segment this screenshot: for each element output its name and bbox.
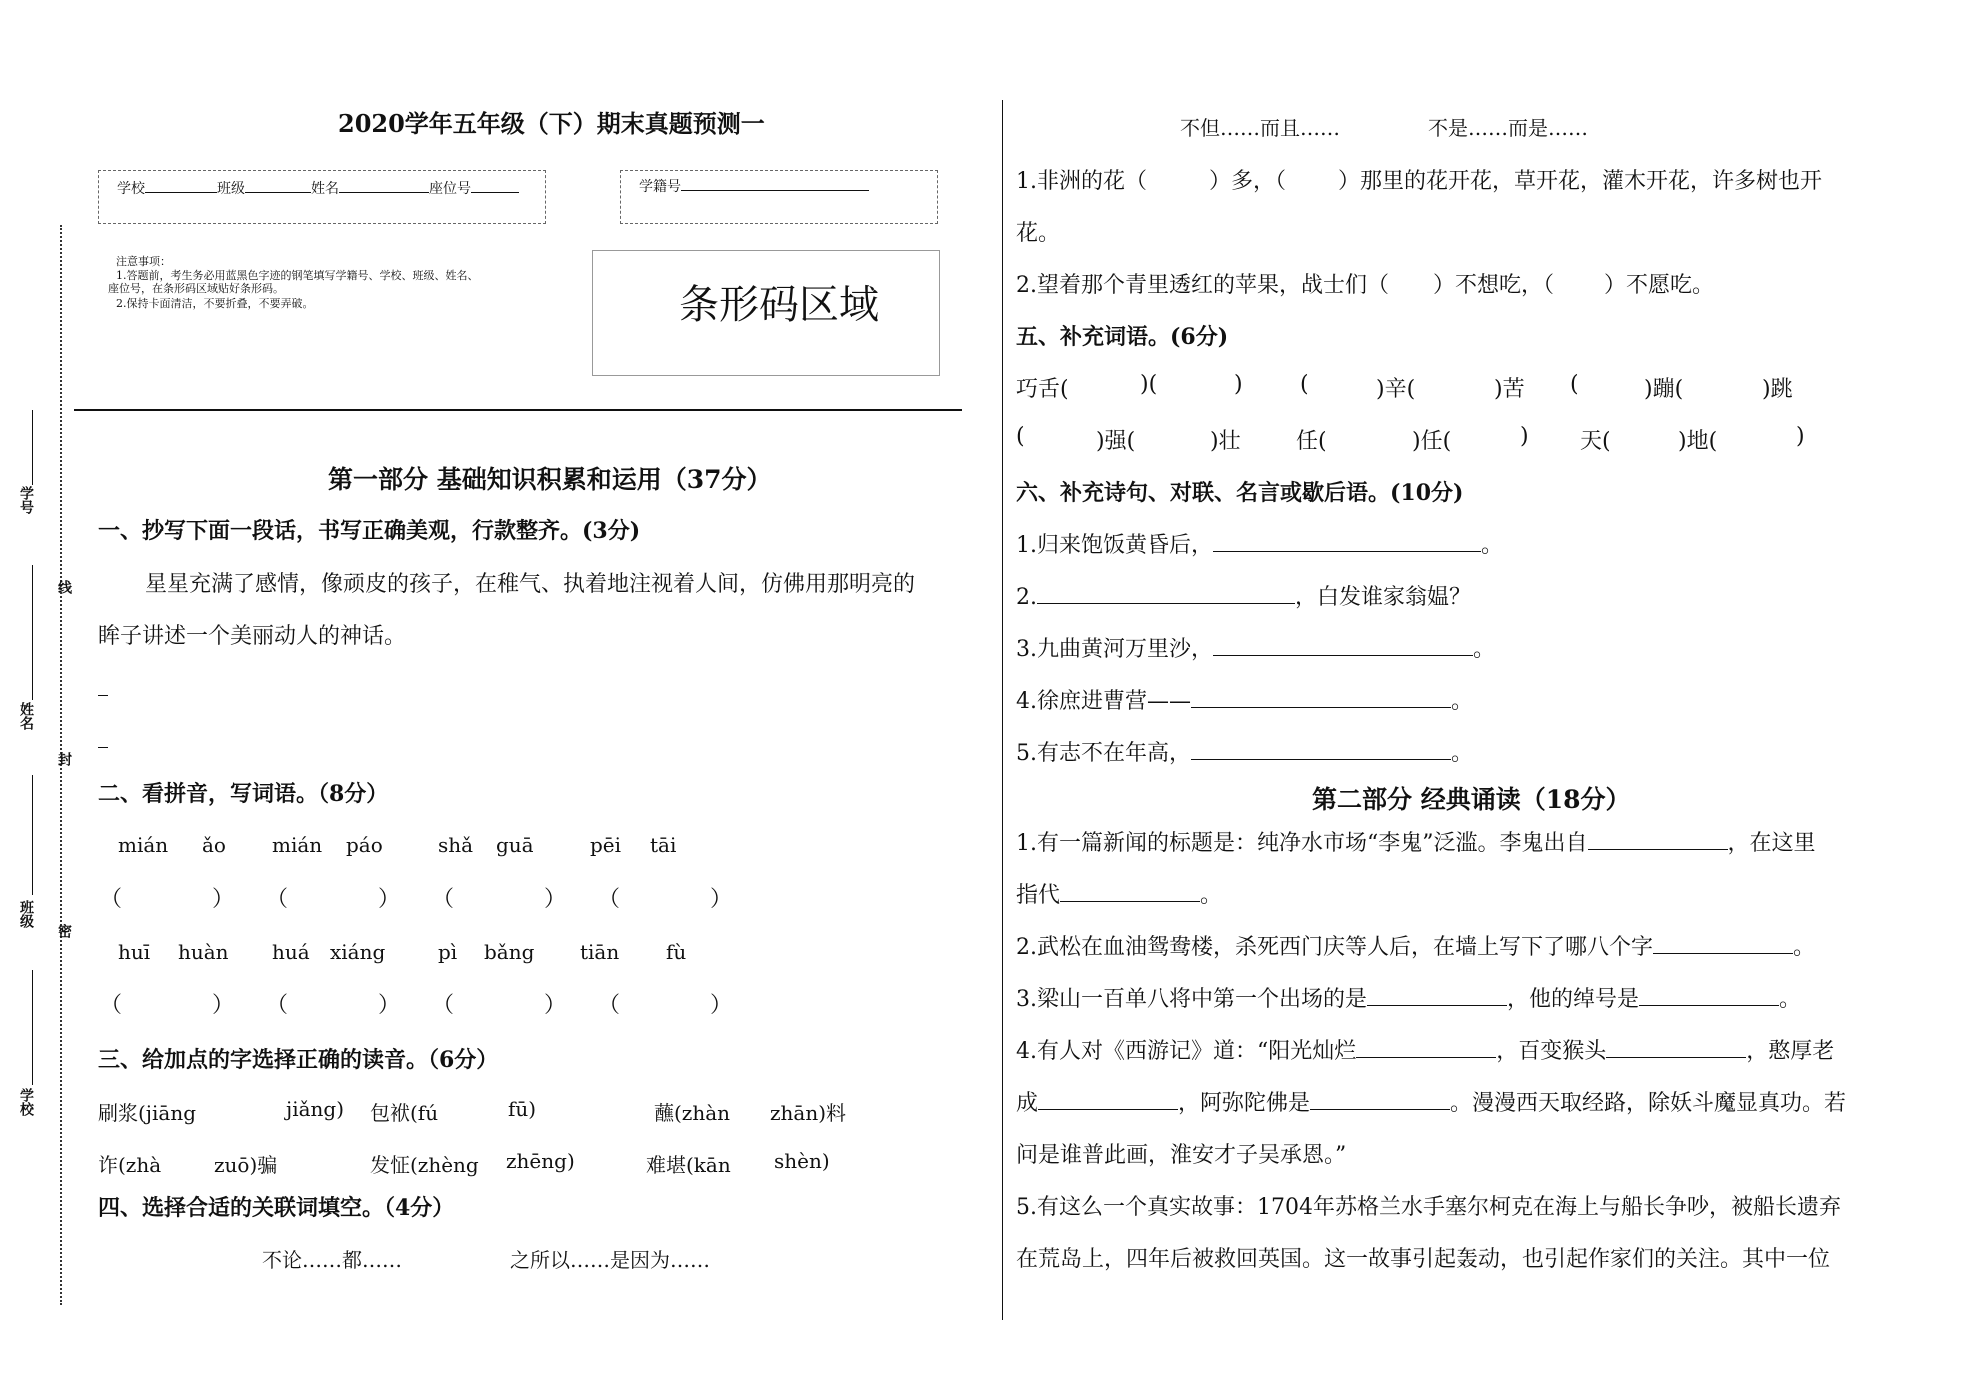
- school-field[interactable]: [145, 178, 217, 193]
- q5-word: ): [1796, 424, 1805, 449]
- q1-passage-line2: 眸子讲述一个美丽动人的神话。: [98, 624, 407, 649]
- info-box: [98, 170, 546, 224]
- q3-item-5a: 发怔(zhèng: [370, 1153, 479, 1177]
- q5-heading: 五、补充词语。(6分): [1016, 324, 1229, 350]
- q3-item-1a: 刷浆(jiāng: [98, 1101, 197, 1125]
- q5-word: (: [1300, 372, 1309, 397]
- pinyin: bǎng: [484, 940, 535, 964]
- q6-heading: 六、补充诗句、对联、名言或歇后语。(10分): [1016, 480, 1464, 506]
- q3-item-6a: 难堪(kān: [646, 1153, 731, 1177]
- q5-word: ): [1520, 424, 1529, 449]
- q5-word: )壮: [1210, 429, 1241, 454]
- pinyin: páo: [346, 833, 383, 857]
- q1-copy-line-1[interactable]: [98, 695, 108, 696]
- p2-q4-line3: 问是谁普此画，淮安才子吴承恩。”: [1016, 1143, 1347, 1168]
- q2-heading: 二、看拼音，写词语。（8分）: [98, 781, 389, 807]
- p2-q5-line1: 5.有这么一个真实故事：1704年苏格兰水手塞尔柯克在海上与船长争吵，被船长遗弃: [1016, 1195, 1841, 1220]
- notice-line3: 2.保持卡面清洁，不要折叠，不要弄破。: [116, 297, 314, 310]
- pinyin: guā: [496, 833, 534, 857]
- p2-q3-line: 3.梁山一百单八将中第一个出场的是 ，他的绰号是 。: [1016, 982, 1801, 1013]
- part1-heading: 第一部分 基础知识积累和运用（37分）: [328, 465, 772, 494]
- q6-line-4: 4.徐庶进曹营—— 。: [1016, 684, 1473, 715]
- barcode-area-label: 条形码区域: [679, 282, 879, 328]
- p2-q4-blank-1[interactable]: [1356, 1035, 1496, 1058]
- p2-q4-line2: 成 ，阿弥陀佛是 。漫漫西天取经路，除妖斗魔显真功。若: [1016, 1086, 1846, 1117]
- p2-q4-line1: 4.有人对《西游记》道：“阳光灿烂 ，百变猴头 ，憨厚老: [1016, 1034, 1834, 1065]
- q5-word: )地(: [1678, 429, 1718, 454]
- pinyin: shǎ: [438, 833, 474, 857]
- q5-word: (: [1016, 424, 1025, 449]
- q1-copy-line-2[interactable]: [98, 747, 108, 748]
- q3-item-1b: jiǎng): [286, 1097, 345, 1121]
- p2-q4-blank-2[interactable]: [1606, 1035, 1746, 1058]
- student-id-label: 学籍号: [639, 179, 681, 195]
- q3-item-4b: zuō)骗: [214, 1153, 278, 1177]
- margin-blank-class: [32, 775, 33, 895]
- margin-blank-name: [32, 565, 33, 700]
- margin-label-studentid: 学号: [18, 486, 34, 514]
- margin-blank-school: [32, 970, 33, 1085]
- q4-sentence-1-cont: 花。: [1016, 221, 1061, 246]
- q5-word: 任(: [1296, 429, 1327, 454]
- pinyin: fù: [666, 940, 687, 964]
- pinyin: ǎo: [202, 833, 226, 857]
- pinyin: tiān: [580, 940, 620, 964]
- name-label: 姓名: [311, 181, 339, 197]
- q5-word: ): [1234, 372, 1243, 397]
- pinyin: pì: [438, 940, 458, 964]
- p2-q1-line1: 1.有一篇新闻的标题是：纯净水市场“李鬼”泛滥。李鬼出自 ，在这里: [1016, 826, 1816, 857]
- q6-blank-5[interactable]: [1191, 737, 1451, 760]
- q6-blank-4[interactable]: [1191, 685, 1451, 708]
- answer-blank-8[interactable]: （ ）: [598, 993, 733, 1018]
- p2-q3-blank-1[interactable]: [1367, 983, 1507, 1006]
- q5-word: 天(: [1580, 429, 1611, 454]
- p2-q2-line: 2.武松在血油鸳鸯楼，杀死西门庆等人后，在墙上写下了哪八个字 。: [1016, 930, 1815, 961]
- p2-q3-blank-2[interactable]: [1639, 983, 1779, 1006]
- p2-q1-blank-1[interactable]: [1588, 827, 1728, 850]
- margin-label-class: 班级: [18, 900, 34, 928]
- q4-option-3: 不但……而且……: [1180, 116, 1340, 140]
- q6-line-5: 5.有志不在年高， 。: [1016, 736, 1473, 767]
- class-field[interactable]: [245, 178, 311, 193]
- p2-q1-blank-2[interactable]: [1060, 879, 1200, 902]
- q6-blank-3[interactable]: [1213, 633, 1473, 656]
- q4-option-4: 不是……而是……: [1428, 116, 1588, 140]
- header-divider: [74, 409, 962, 411]
- answer-blank-2[interactable]: （ ）: [266, 887, 401, 912]
- name-field[interactable]: [339, 178, 429, 193]
- q5-word: )辛(: [1376, 377, 1416, 402]
- exam-title: 2020学年五年级（下）期末真题预测一: [338, 109, 765, 138]
- q3-item-6b: shèn): [774, 1149, 830, 1173]
- q3-item-3b: zhān)料: [770, 1101, 847, 1125]
- q4-sentence-2: 2.望着那个青里透红的苹果，战士们（ ）不想吃，（ ）不愿吃。: [1016, 273, 1715, 298]
- p2-q1-line2: 指代 。: [1016, 878, 1222, 909]
- q5-word: )蹦(: [1644, 377, 1684, 402]
- seat-label: 座位号: [429, 181, 471, 197]
- seal-char-feng: 封: [56, 752, 72, 766]
- pinyin: pēi: [590, 833, 622, 857]
- q6-blank-2[interactable]: [1037, 581, 1295, 604]
- margin-label-school: 学校: [18, 1088, 34, 1116]
- answer-blank-4[interactable]: （ ）: [598, 887, 733, 912]
- answer-blank-7[interactable]: （ ）: [432, 993, 567, 1018]
- q3-item-2b: fū): [508, 1097, 537, 1121]
- q5-word: )跳: [1762, 377, 1793, 402]
- p2-q5-line2: 在荒岛上，四年后被救回英国。这一故事引起轰动，也引起作家们的关注。其中一位: [1016, 1247, 1831, 1272]
- q1-heading: 一、抄写下面一段话，书写正确美观，行款整齐。(3分): [98, 518, 641, 544]
- pinyin: huī: [118, 940, 151, 964]
- pinyin: huàn: [178, 940, 229, 964]
- margin-blank-studentid: [32, 410, 33, 485]
- school-label: 学校: [117, 181, 145, 197]
- q3-item-4a: 诈(zhà: [98, 1153, 162, 1177]
- answer-blank-1[interactable]: （ ）: [100, 887, 235, 912]
- answer-blank-6[interactable]: （ ）: [266, 993, 401, 1018]
- seal-char-mi: 密: [56, 924, 72, 938]
- q3-heading: 三、给加点的字选择正确的读音。（6分）: [98, 1047, 499, 1073]
- q5-word: )任(: [1412, 429, 1452, 454]
- q6-line-2: 2. ，白发谁家翁媪？: [1016, 580, 1471, 611]
- pinyin: tāi: [650, 833, 677, 857]
- student-id-field[interactable]: [681, 176, 869, 191]
- p2-q4-blank-3[interactable]: [1038, 1087, 1178, 1110]
- q5-word: )(: [1140, 372, 1158, 397]
- q4-heading: 四、选择合适的关联词填空。（4分）: [98, 1195, 455, 1221]
- notice-line1: 1.答题前，考生务必用蓝黑色字迹的钢笔填写学籍号、学校、班级、姓名、: [116, 269, 479, 282]
- student-id-box: [620, 170, 938, 224]
- q5-word: 巧舌(: [1016, 377, 1069, 402]
- q3-item-5b: zhēng): [506, 1149, 575, 1173]
- q6-line-3: 3.九曲黄河万里沙， 。: [1016, 632, 1495, 663]
- pinyin: huá: [272, 940, 310, 964]
- q5-word: )强(: [1096, 429, 1136, 454]
- pinyin: mián: [272, 833, 323, 857]
- pinyin: xiáng: [330, 940, 386, 964]
- part2-heading: 第二部分 经典诵读（18分）: [1312, 785, 1631, 814]
- q6-blank-1[interactable]: [1213, 529, 1481, 552]
- class-label: 班级: [217, 181, 245, 197]
- p2-q4-blank-4[interactable]: [1310, 1087, 1450, 1110]
- seat-field[interactable]: [471, 178, 519, 193]
- notice-heading: 注意事项：: [116, 255, 171, 268]
- q3-item-3a: 蘸(zhàn: [654, 1101, 731, 1125]
- pinyin: mián: [118, 833, 169, 857]
- column-divider: [1002, 100, 1003, 1320]
- answer-blank-3[interactable]: （ ）: [432, 887, 567, 912]
- q5-word: )苦: [1494, 377, 1525, 402]
- q4-sentence-1: 1.非洲的花（ ）多，（ ）那里的花开花，草开花，灌木开花，许多树也开: [1016, 169, 1823, 194]
- q3-item-2a: 包袱(fú: [370, 1101, 439, 1125]
- p2-q2-blank[interactable]: [1653, 931, 1793, 954]
- q1-passage-line1: 星星充满了感情，像顽皮的孩子，在稚气、执着地注视着人间，仿佛用那明亮的: [145, 572, 916, 597]
- notice-line2: 座位号，在条形码区域贴好条形码。: [108, 282, 284, 295]
- q4-option-1: 不论……都……: [262, 1248, 402, 1272]
- margin-label-name: 姓名: [18, 702, 34, 730]
- barcode-area: [592, 250, 940, 376]
- q4-option-2: 之所以……是因为……: [510, 1248, 710, 1272]
- q6-line-1: 1.归来饱饭黄昏后， 。: [1016, 528, 1503, 559]
- q5-word: (: [1570, 372, 1579, 397]
- seal-char-xian: 线: [56, 580, 72, 594]
- answer-blank-5[interactable]: （ ）: [100, 993, 235, 1018]
